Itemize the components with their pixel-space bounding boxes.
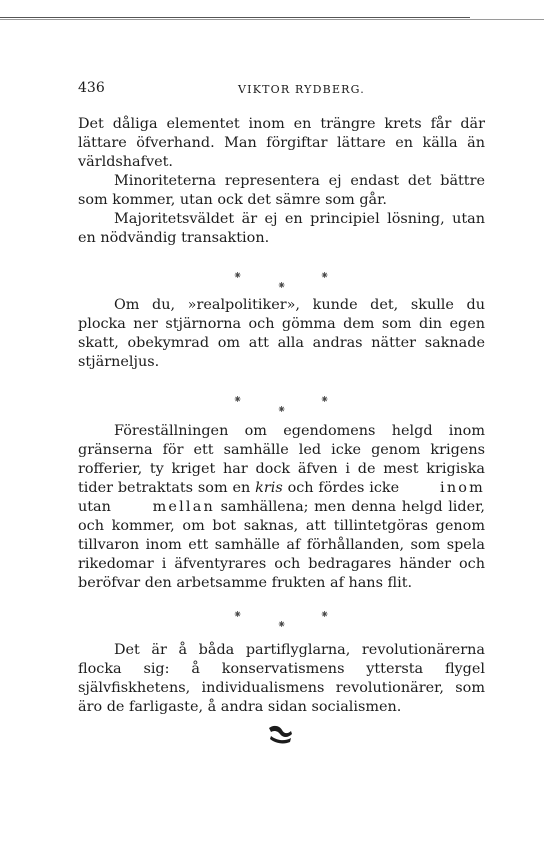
asterism-star: ⁕ <box>320 269 330 282</box>
paragraph <box>78 422 485 593</box>
top-rule <box>0 17 470 18</box>
top-rule-secondary <box>0 19 544 20</box>
paragraph-text: samhällena; men denna helgd lider, och kommer, om bot saknas, att tillintetgöras genom tillvaron inom ett samhälle af förhållanden, som spela rikedomar i äfventyrares och bedragares händer och beröfvar den arbetsamme frukten af hans flit. <box>78 499 485 591</box>
page-number: 436 <box>78 80 105 96</box>
asterism-star: ⁕ <box>233 269 243 282</box>
section-divider <box>78 593 485 641</box>
paragraph: Det dåliga elementet inom en trängre krets får där lättare öfverhand. Man förgiftar lättare en källa än världshafvet. <box>78 116 485 170</box>
asterism-star: ⁕ <box>320 393 330 406</box>
paragraph-text: utan <box>78 499 117 515</box>
running-head: VIKTOR RYDBERG. <box>238 83 365 96</box>
asterism-star: ⁕ <box>277 618 287 631</box>
asterism-star: ⁕ <box>320 608 330 621</box>
paragraph-text: och fördes icke <box>282 480 405 496</box>
paragraph: Om du, »realpolitiker», kunde det, skulle du plocka ner stjärnorna och gömma dem som din egen skatt, obekymrad om att alla andras nätter saknade stjärneljus. <box>78 297 485 370</box>
spaced-emphasis-text: mellan <box>152 499 215 515</box>
paragraph: Minoriteterna representera ej endast det bättre som kommer, utan ock det sämre som går. <box>78 173 485 208</box>
asterism-star: ⁕ <box>277 279 287 292</box>
asterism-star: ⁕ <box>277 403 287 416</box>
body-text <box>78 115 485 717</box>
paragraph-text: Föreställningen om egendomens helgd inom gränserna för ett samhälle led icke genom krigens rofferier, ty kriget har dock äfven i de mest krigiska tider betraktats som en <box>78 423 485 496</box>
paragraph: Majoritetsväldet är ej en principiel lösning, utan en nödvändig transaktion. <box>78 211 485 246</box>
asterism-star: ⁕ <box>233 393 243 406</box>
emphasis-text: kris <box>255 480 283 496</box>
tailpiece-ornament-icon <box>266 722 294 746</box>
asterism-star: ⁕ <box>233 608 243 621</box>
spaced-emphasis-text: inom <box>440 480 485 496</box>
section-divider <box>78 248 485 296</box>
paragraph: Det är å båda partiflyglarna, revolutionärerna flocka sig: å konservatismens yttersta flygel självfiskhetens, individualismens revolutionärer, som äro de farligaste, å andra sidan socialismen. <box>78 642 485 715</box>
section-divider <box>78 372 485 422</box>
page-header <box>78 80 478 100</box>
